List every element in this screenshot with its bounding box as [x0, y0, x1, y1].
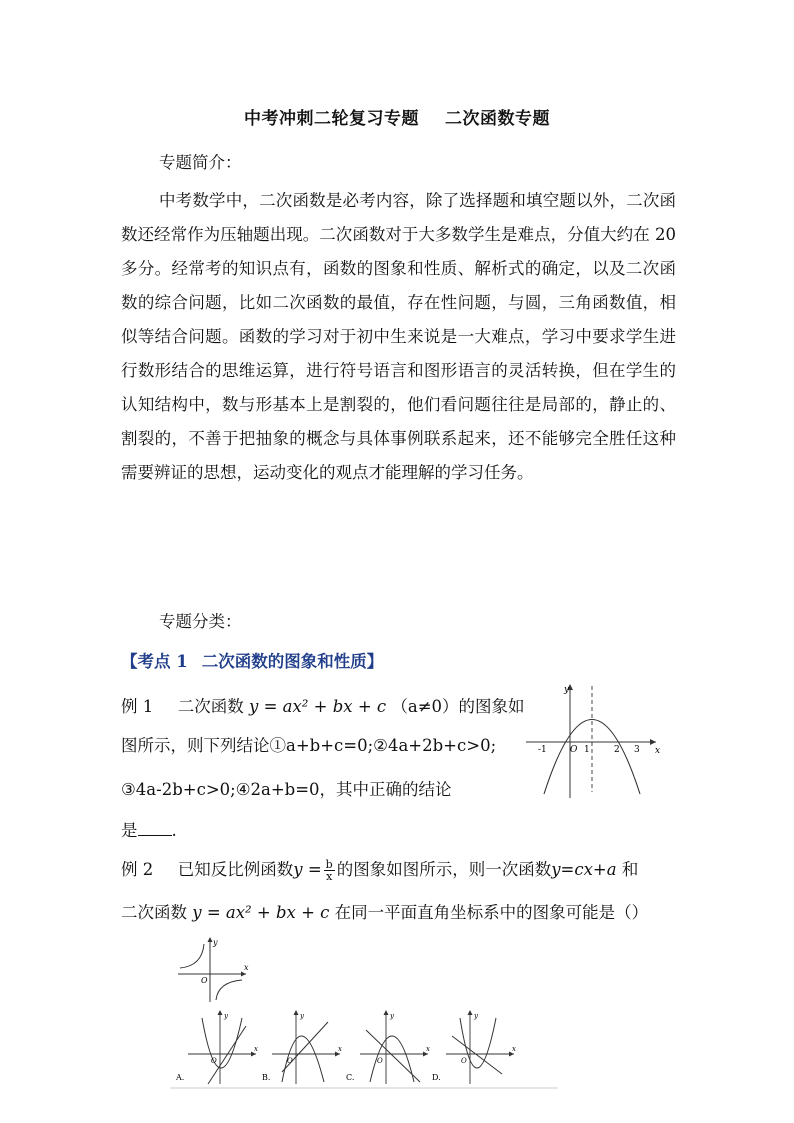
ex1-line1	[121, 693, 525, 717]
hyperbola-branch	[180, 944, 204, 968]
ex1-line2: 图所示，则下列结论①a+b+c=0;②4a+2b+c>0;	[121, 736, 497, 755]
y-label: y	[474, 1012, 478, 1020]
ex2-line2a: 二次函数	[121, 903, 187, 922]
x-label: x	[512, 1045, 516, 1053]
x-label: x	[426, 1045, 430, 1053]
option-b[interactable]	[262, 1010, 342, 1084]
x-label: x	[655, 746, 661, 756]
x-label: x	[244, 963, 249, 972]
ex1-text1: 二次函数	[177, 697, 244, 716]
x-label: x	[254, 1045, 258, 1053]
parabola-curve	[202, 1018, 242, 1068]
tick-label: 1	[584, 745, 590, 755]
hyperbola-branch	[216, 980, 242, 1000]
ex1-label: 例 1	[121, 697, 154, 716]
ex1-line4	[121, 817, 177, 841]
answer-blank[interactable]	[138, 821, 172, 836]
tick-label: -1	[538, 745, 547, 755]
category-label: 专题分类：	[159, 612, 242, 631]
origin-label: O	[287, 1057, 293, 1065]
ex2-line1	[121, 856, 638, 882]
ex2-formula: y = ax² + bx + c	[192, 903, 330, 922]
option-label: D.	[432, 1073, 441, 1082]
frac-num: b	[325, 858, 333, 871]
bracket-right: 】	[366, 652, 384, 671]
page-title	[0, 104, 794, 129]
ex2-frac-left: y =	[293, 860, 322, 879]
ex2-label: 例 2	[121, 860, 154, 879]
ex2-text1: 已知反比例函数	[177, 860, 294, 879]
tick-label: 3	[634, 745, 640, 755]
frac-den: x	[326, 870, 333, 883]
origin-label: O	[461, 1057, 467, 1065]
option-a[interactable]	[175, 1010, 258, 1084]
y-arrow-icon	[218, 1010, 223, 1015]
option-c[interactable]	[346, 1010, 430, 1084]
line-graph	[366, 1030, 420, 1082]
ex1-line4-end: .	[171, 821, 177, 840]
tick-label: 2	[614, 745, 620, 755]
x-arrow-icon	[241, 972, 246, 977]
intro-paragraph: 中考数学中，二次函数是必考内容，除了选择题和填空题以外，二次函数还经常作为压轴题出现。二次函数对于大多数学生是难点，分值大约在 20 多分。经常考的知识点有，函数的图象和性质、解析式的确定，以及二次函数的综合问题，比如二次函数的最值，存在性问题，与圆，三角函数值，相似等结合问题。函数的学习对于初中生来说是一大难点，学习中要求学生进行数形结合的思维运算，进行符号语言和图形语言的灵活转换，但在学生的认知结构中，数与形基本上是割裂的，他们看问题往往是局部的，静止的、割裂的，不善于把抽象的概念与具体事例联系起来，还不能够完全胜任这种需要辨证的思想，运动变化的观点才能理解的学习任务。	[121, 191, 676, 482]
y-label: y	[564, 685, 570, 695]
title-left: 中考冲刺二轮复习专题	[244, 109, 419, 129]
option-label: B.	[262, 1073, 271, 1082]
line-graph	[208, 1026, 246, 1084]
origin-label: O	[570, 745, 578, 755]
x-arrow-icon	[650, 739, 656, 745]
bracket-left: 【	[121, 652, 138, 671]
ex1-formula: y = ax² + bx + c	[249, 697, 387, 716]
ex2-line2	[121, 899, 648, 923]
ex2-text3: 和	[621, 860, 639, 879]
intro-label: 专题简介：	[159, 153, 242, 172]
options-graphs	[170, 1008, 560, 1090]
origin-label: O	[377, 1057, 383, 1065]
y-label: y	[224, 1012, 228, 1020]
y-label: y	[213, 938, 218, 947]
ex1-line4-text: 是	[121, 821, 138, 840]
option-d[interactable]	[432, 1010, 516, 1084]
kaodian-heading	[121, 648, 383, 672]
kaodian-name: 考点 1	[137, 652, 188, 671]
option-label: C.	[346, 1073, 355, 1082]
fraction	[324, 859, 335, 882]
y-label: y	[390, 1012, 394, 1020]
ex2-line2b: 在同一平面直角坐标系中的图象可能是（）	[334, 903, 649, 922]
option-label: A.	[176, 1073, 185, 1082]
y-arrow-icon	[208, 937, 213, 942]
ex1-line3: ③4a-2b+c>0;④2a+b=0，其中正确的结论	[121, 780, 452, 799]
ex2-linear: y=cx+a	[551, 860, 617, 879]
ex1-cond: （a≠0）的图象如	[391, 697, 525, 716]
y-arrow-icon	[468, 1010, 473, 1015]
title-right: 二次函数专题	[445, 109, 550, 129]
origin-label: O	[211, 1057, 217, 1065]
hyperbola-graph	[176, 934, 252, 1004]
kaodian-topic: 二次函数的图象和性质	[201, 652, 367, 671]
ex2-text2: 的图象如图所示，则一次函数	[336, 860, 552, 879]
y-arrow-icon	[384, 1010, 389, 1015]
y-label: y	[300, 1012, 304, 1020]
parabola-graph	[524, 680, 662, 800]
origin-label: O	[201, 976, 208, 985]
y-arrow-icon	[294, 1010, 299, 1015]
x-label: x	[338, 1045, 342, 1053]
